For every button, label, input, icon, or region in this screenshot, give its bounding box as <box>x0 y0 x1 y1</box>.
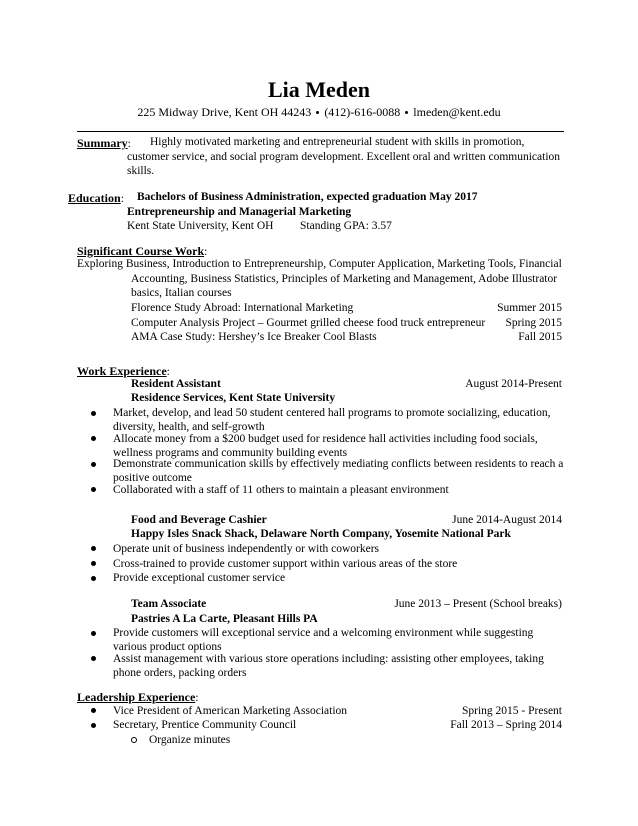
project-date: Fall 2015 <box>518 331 562 343</box>
project-date: Spring 2015 <box>505 317 562 329</box>
summary-heading: Summary: <box>77 136 131 150</box>
bullet-icon <box>91 462 96 467</box>
bullet-icon <box>91 631 96 636</box>
leadership-heading: Leadership Experience: <box>77 690 199 704</box>
bullet-text: Provide customers will exceptional service and a welcoming environment while suggesting <box>113 627 534 639</box>
coursework-line-1: Exploring Business, Introduction to Entrepreneurship, Computer Application, Marketing Tools, Financial <box>77 258 562 270</box>
leadership-dates: Fall 2013 – Spring 2014 <box>450 719 562 731</box>
email: lmeden@kent.edu <box>413 105 501 119</box>
bullet-text-cont: diversity, health, and self-growth <box>113 421 265 433</box>
header-divider <box>77 131 564 132</box>
resume-name: Lia Meden <box>267 77 371 102</box>
bullet-icon <box>91 487 96 492</box>
bullet-text-cont: wellness programs and community building events <box>113 447 348 459</box>
summary-line-2: customer service, and social program development. Excellent oral and written communication <box>127 151 561 163</box>
major: Entrepreneurship and Managerial Marketing <box>127 206 352 218</box>
school: Kent State University, Kent OH <box>127 220 274 232</box>
separator-dot-icon <box>405 111 408 114</box>
job-dates: August 2014-Present <box>465 378 562 390</box>
bullet-text: Provide exceptional customer service <box>113 572 286 584</box>
bullet-icon <box>91 411 96 416</box>
bullet-icon <box>91 576 96 581</box>
bullet-icon <box>91 436 96 441</box>
job-org: Happy Isles Snack Shack, Delaware North Company, Yosemite National Park <box>131 528 511 540</box>
bullet-icon <box>91 708 96 713</box>
project-title: Computer Analysis Project – Gourmet grilled cheese food truck entrepreneur <box>131 317 486 329</box>
gpa: Standing GPA: 3.57 <box>300 220 392 232</box>
bullet-text: Operate unit of business independently or with coworkers <box>113 543 380 555</box>
separator-dot-icon <box>316 111 319 114</box>
job-dates: June 2013 – Present (School breaks) <box>394 598 562 610</box>
job-dates: June 2014-August 2014 <box>452 514 562 526</box>
bullet-icon <box>91 723 96 728</box>
address: 225 Midway Drive, Kent OH 44243 <box>137 105 312 119</box>
bullet-text: Demonstrate communication skills by effectively mediating conflicts between residents to reach a <box>113 458 564 470</box>
bullet-text: Market, develop, and lead 50 student centered hall programs to promote socializing, education, <box>113 407 551 419</box>
bullet-text: Allocate money from a $200 budget used for residence hall activities including food socials, <box>113 433 538 445</box>
sub-bullet-icon <box>131 737 137 743</box>
job-org: Residence Services, Kent State University <box>131 392 336 404</box>
coursework-line-2: Accounting, Business Statistics, Principles of Marketing and Management, Adobe Illustrator <box>131 273 558 285</box>
bullet-text: Cross-trained to provide customer support within various areas of the store <box>113 558 458 570</box>
leadership-title: Vice President of American Marketing Association <box>113 705 348 717</box>
job-title: Resident Assistant <box>131 378 221 390</box>
job-title: Food and Beverage Cashier <box>131 514 267 526</box>
phone: (412)-616-0088 <box>324 105 401 119</box>
bullet-text: Assist management with various store operations including: assisting other employees, taking <box>113 653 544 665</box>
job-org: Pastries A La Carte, Pleasant Hills PA <box>131 613 318 625</box>
coursework-line-3: basics, Italian courses <box>131 287 232 299</box>
summary-line-3: skills. <box>127 165 155 177</box>
work-heading: Work Experience: <box>77 364 170 378</box>
coursework-heading: Significant Course Work: <box>77 244 208 258</box>
leadership-title: Secretary, Prentice Community Council <box>113 719 297 731</box>
leadership-subitem: Organize minutes <box>149 734 231 746</box>
project-date: Summer 2015 <box>497 302 562 314</box>
project-title: AMA Case Study: Hershey’s Ice Breaker Cool Blasts <box>131 331 377 343</box>
education-heading: Education: <box>68 191 124 205</box>
contact-line <box>0 106 638 118</box>
job-title: Team Associate <box>131 598 207 610</box>
project-title: Florence Study Abroad: International Marketing <box>131 302 354 314</box>
degree: Bachelors of Business Administration, expected graduation May 2017 <box>137 191 478 203</box>
leadership-dates: Spring 2015 - Present <box>462 705 562 717</box>
bullet-text-cont: phone orders, packing orders <box>113 667 247 679</box>
bullet-text: Collaborated with a staff of 11 others to maintain a pleasant environment <box>113 484 449 496</box>
bullet-icon <box>91 561 96 566</box>
bullet-text-cont: positive outcome <box>113 472 192 484</box>
bullet-icon <box>91 546 96 551</box>
bullet-text-cont: various product options <box>113 641 222 653</box>
summary-line-1: Highly motivated marketing and entrepreneurial student with skills in promotion, <box>150 136 525 148</box>
bullet-icon <box>91 656 96 661</box>
